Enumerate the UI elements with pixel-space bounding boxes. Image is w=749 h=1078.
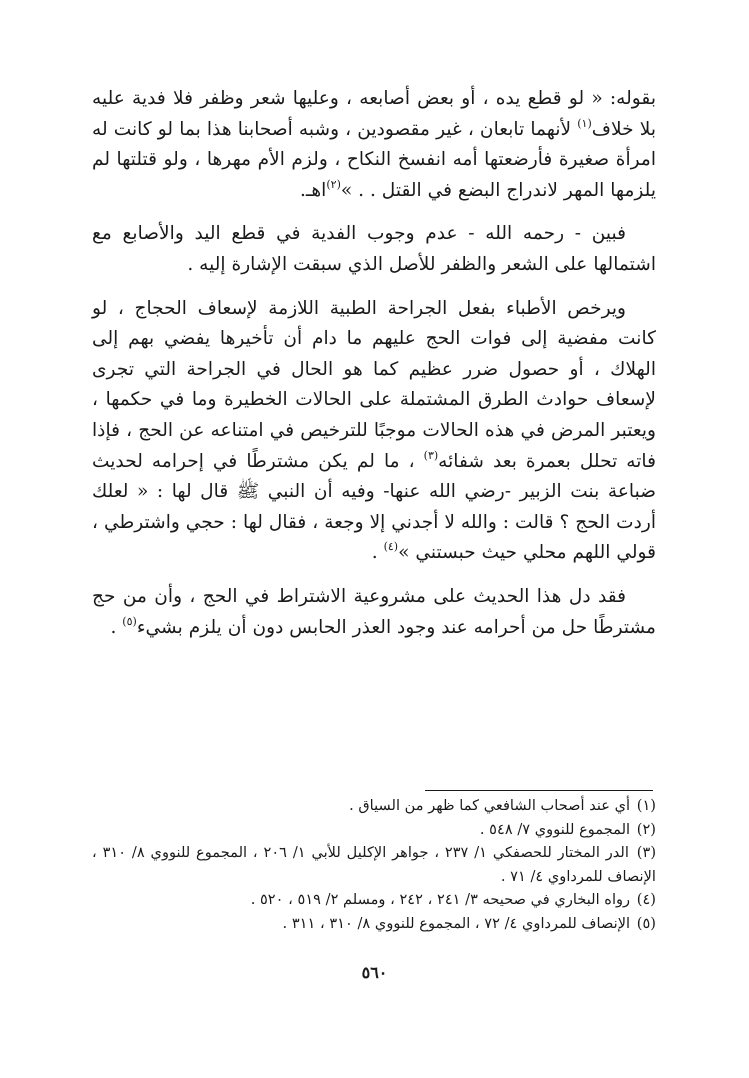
- paragraph-text: .: [110, 616, 123, 638]
- footnote-marker: (١): [577, 116, 592, 130]
- footnote-text: الإنصاف للمرداوي ٤/ ٧٢ ، المجموع للنووي ٨/ ٣١٠ ، ٣١١ .: [282, 914, 631, 932]
- footnote: [92, 818, 656, 842]
- paragraph-text: ويرخص الأطباء بفعل الجراحة الطبية اللازمة لإسعاف الحجاج ، لو كانت مفضية إلى فوات الحج عليهم ما دام أن تأخيرها يفضي بهم إلى الهلاك ، أو حصول ضرر عظيم كما هو الحال في الجراحة التي تجرى لإسعاف حوادث الطرق المشتملة على الحالات الخطيرة وما في حكمها ، ويعتبر المرض في هذه الحالات موجبًا للترخيص في امتناعه عن الحج ، فإذا فاته تحلل بعمرة بعد شفائه: [92, 297, 656, 472]
- footnote-number: (١): [636, 797, 656, 814]
- paragraph-text: بقوله: « لو قطع يده ، أو بعض أصابعه ، وعليها شعر وظفر فلا فدية عليه بلا خلاف: [92, 88, 656, 140]
- footnote-marker: (٥): [122, 614, 137, 628]
- footnote-text: رواه البخاري في صحيحه ٣/ ٢٤١ ، ٢٤٢ ، ومسلم ٢/ ٥١٩ ، ٥٢٠ .: [250, 891, 631, 908]
- footnote-number: (٤): [636, 891, 656, 908]
- footnotes: [92, 794, 656, 935]
- footnote-number: (٥): [636, 914, 656, 932]
- page-number: ٥٦٠: [361, 963, 388, 982]
- paragraph-text: لأنهما تابعان ، غير مقصودين ، وشبه أصحابنا هذا بما لو كانت له امرأة صغيرة فأرضعتها أمه انفسخ النكاح ، ولزم الأم مهرها ، ولو قتلتها لم يلزمها المهر لاندراج البضع في القتل . . »: [92, 118, 656, 201]
- footnote-marker: (٤): [383, 540, 399, 554]
- footnote-text: المجموع للنووي ٧/ ٥٤٨ .: [479, 820, 631, 838]
- footnote-separator: [425, 790, 653, 791]
- footnote-number: (٣): [636, 844, 657, 861]
- footnote: [92, 841, 656, 888]
- paragraph-text: ، ما لم يكن مشترطًا في إحرامه لحديث ضباعة بنت الزبير -رضي الله عنها- وفيه أن النبي ﷺ قال لها : « لعلك أردت الحج ؟ قالت : والله لا أجدني إلا وجعة ، فقال لها : حجي واشترطي ، قولي اللهم محلي حيث حبستني »: [92, 450, 656, 564]
- footnote-text: أي عند أصحاب الشافعي كما ظهر من السياق .: [349, 797, 631, 814]
- paragraph-text: .: [371, 542, 384, 564]
- footnote: [92, 794, 656, 818]
- paragraph-text: اهـ.: [300, 179, 327, 201]
- footnote-number: (٢): [636, 820, 656, 838]
- footnote-text: الدر المختار للحصفكي ١/ ٢٣٧ ، جواهر الإكليل للأبي ١/ ٢٠٦ ، المجموع للنووي ٨/ ٣١٠ ، الإنصاف للمرداوي ٤/ ٧١ .: [92, 844, 656, 885]
- footnote: [92, 912, 656, 936]
- paragraph: [92, 582, 656, 643]
- paragraph: [92, 219, 656, 280]
- paragraph: [92, 84, 656, 206]
- paragraph-text: فبين - رحمه الله - عدم وجوب الفدية في قطع اليد والأصابع مع اشتمالها على الشعر والظفر للأصل الذي سبقت الإشارة إليه .: [92, 223, 656, 275]
- footnote: [92, 888, 656, 912]
- paragraph-text: فقد دل هذا الحديث على مشروعية الاشتراط في الحج ، وأن من حج مشترطًا حل من أحرامه عند وجود العذر الحابس دون أن يلزم بشيء: [92, 585, 656, 638]
- paragraph: [92, 294, 656, 569]
- main-text: [92, 84, 656, 656]
- footnote-marker: (٣): [423, 448, 439, 462]
- footnote-marker: (٢): [326, 177, 341, 191]
